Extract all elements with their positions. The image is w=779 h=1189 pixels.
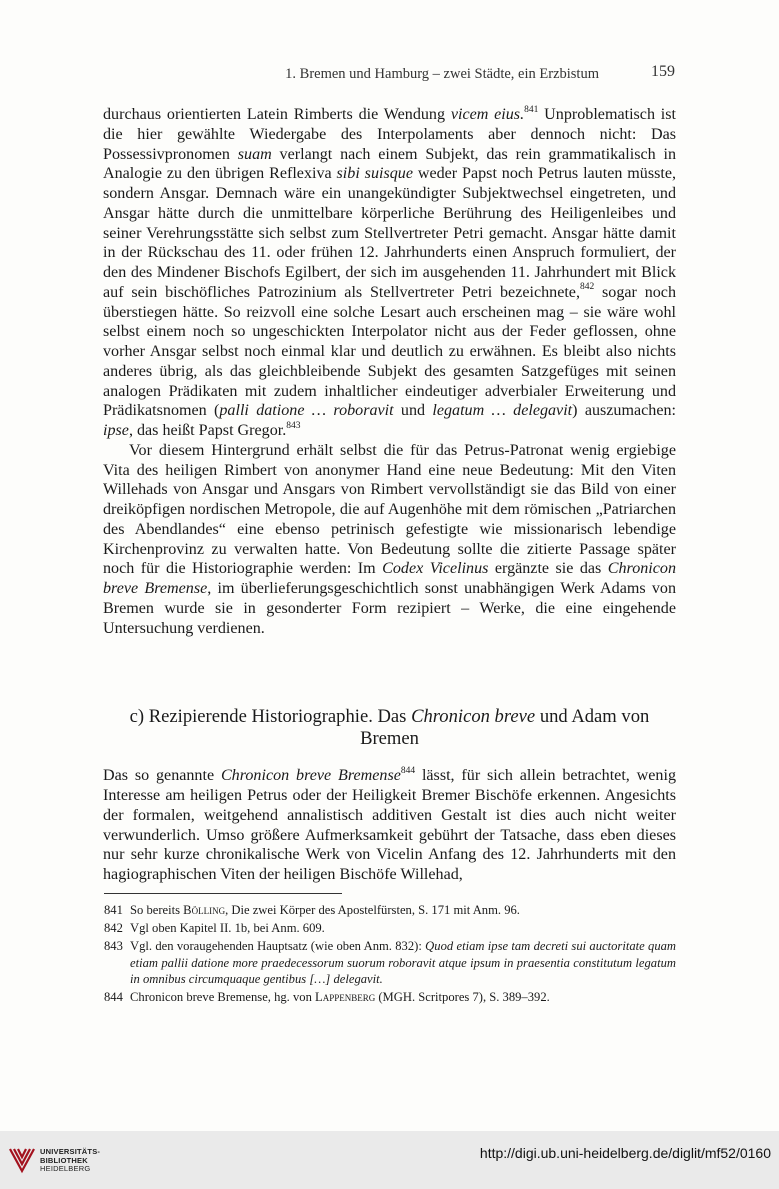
footnote-text: So bereits (130, 903, 184, 917)
text-run: , das heißt Papst Gregor. (128, 422, 287, 439)
footnote-text: , Die zwei Körper des Apostelfürsten, S. 171 mit Anm. 96. (225, 903, 520, 917)
footnote-ref[interactable]: 842 (579, 282, 595, 293)
text-run: , im überlieferungsgeschichtlich sonst unabhängigen Werk Adams von Bremen wurde sie in gesonderter Form rezipiert – Werke, die eine eingehende Untersuchung verdienen. (103, 580, 677, 637)
paragraph-2 (103, 441, 676, 639)
footnote-text: (MGH. Scritpores 7), S. 389–392. (375, 990, 550, 1005)
text-run: Vor diesem Hintergrund erhält selbst die für das Petrus-Patronat wenig ergiebige Vita des heiligen Rimbert von anonymer Hand eine neue Bedeutung: Mit den Viten Willehads von Ansgar und Ansgars von Rimbert vervollständigt sie das Bild von einer dreiköpfigen nordischen Metropole, die auf Augenhöhe mit dem römischen „Patriarchen des Abendlandes“ eine ebenso petrinisch gefestigte wie missionarisch lebendige Kirchenprovinz zu verwalten hatte. Von Bedeutung sollte die zitierte Passage später noch für die Historiographie werden: Im (103, 441, 676, 578)
paragraph-1 (103, 105, 676, 441)
footnote-author: Lappenberg (315, 990, 376, 1005)
italic-run: sibi suisque (336, 165, 413, 183)
footnote-number: 843 (104, 939, 123, 954)
footnote-divider (104, 893, 342, 894)
footnote-number: 842 (104, 921, 123, 936)
library-logo[interactable] (8, 1145, 188, 1177)
footnote-text: Vgl. den voraugehenden Hauptsatz (wie oben Anm. 832): (130, 939, 426, 954)
footnote-843 (104, 938, 676, 987)
text-run: lässt, für sich allein betrachtet, wenig Interesse am heiligen Petrus oder der Heiligkeit Bremer Bischöfe erkennen. Angesichts der formalen, weitgehend annalistisch additiven Gestalt ist dies auch nicht weiter verwunderlich. Umso größere Aufmerksamkeit gebührt der Tatsache, dass eben dieses nur sehr kurze chronikalische Werk von Vicelin Anfang des 12. Jahrhunderts mit den hagiographischen Viten der heiligen Bischöfe Willehad, (103, 767, 676, 884)
footnote-quote: Quod etiam ipse tam decreti sui auctoritate quam etiam pallii datione more praedecessorum suorum roboravit atque ipsum in praesentia constitutum legatum in omnibus circumquaque gentibus […] delegavit. (130, 939, 677, 986)
library-name (40, 1148, 100, 1174)
italic-run: suam (237, 145, 272, 163)
permalink-url[interactable]: http://digi.ub.uni-heidelberg.de/diglit/mf52/0160 (479, 1145, 771, 1161)
italic-run: legatum … delegavit (432, 402, 573, 420)
page-number: 159 (651, 63, 675, 80)
italic-run: ipse (103, 422, 129, 439)
text-run: ) auszumachen: (572, 402, 676, 420)
footnote-ref[interactable]: 844 (400, 765, 416, 776)
footnote-number: 841 (104, 903, 123, 917)
footnote-ref[interactable]: 841 (524, 104, 539, 115)
heading-text: c) Rezipierende Historiographie. Das (129, 706, 412, 727)
footnote-author: Bölling (183, 903, 226, 917)
heading-text: und Adam von Bremen (360, 706, 650, 749)
text-run: Das so genannte (103, 767, 221, 784)
text-run: Unproblematisch ist die hier gewählte Wiedergabe des Interpolaments aber dennoch nicht: Das Possessivpronomen (103, 106, 677, 163)
library-logo-icon (8, 1145, 36, 1175)
text-run: durchaus orientierten Latein Rimberts die Wendung (103, 106, 451, 123)
text-run: und (393, 402, 433, 420)
italic-run: Codex Vicelinus (382, 560, 489, 578)
running-head-title: 1. Bremen und Hamburg – zwei Städte, ein Erzbistum (285, 66, 599, 82)
section-paragraph (103, 766, 676, 885)
italic-run: Chronicon breve Bremense (220, 767, 401, 784)
section-heading (103, 706, 676, 750)
viewer-footer (0, 1131, 779, 1189)
footnote-number: 844 (104, 990, 123, 1005)
text-run: ergänzte sie das (488, 560, 608, 578)
italic-run: palli datione … roboravit (219, 402, 394, 420)
library-name-line: UNIVERSITÄTS- (40, 1147, 101, 1156)
text-run: sogar noch überstiegen hätte. So reizvoll eine solche Lesart auch erscheinen mag – sie wäre wohl selbst einem noch so ungeschickten Interpolator nicht aus der Feder geflossen, ohne vorher Ansgar selbst noch einmal klar und deutlich zu erwähnen. Es bleibt also nichts anderes übrig, als das gleichbleibende Subjekt des gesamten Satzgefüges mit seinen analogen Prädikaten mit zudem inhaltlicher eindeutiger adverbialer Erweiterung und Prädikatsnomen ( (103, 283, 676, 420)
footnote-text: Vgl oben Kapitel II. 1b, bei Anm. 609. (130, 921, 325, 936)
italic-run: Chronicon breve Bremense (103, 560, 676, 597)
text-run: verlangt nach einem Subjekt, das rein grammatikalisch in Analogie zu den übrigen Reflexiva (103, 145, 676, 183)
library-name-line: BIBLIOTHEK (40, 1155, 88, 1165)
footnote-text: Chronicon breve Bremense, hg. von (130, 990, 316, 1005)
footnote-ref[interactable]: 843 (286, 420, 301, 431)
italic-run: vicem eius. (450, 106, 525, 123)
footnote-844 (104, 989, 676, 1005)
running-head (104, 63, 675, 86)
footnote-842 (104, 920, 676, 936)
footnote-841 (104, 902, 676, 918)
heading-italic: Chronicon breve (411, 706, 536, 727)
main-text (103, 105, 676, 638)
library-name-line: HEIDELBERG (40, 1164, 91, 1174)
text-run: weder Papst noch Petrus lauten müsste, sondern Ansgar. Demnach wäre ein unangekündigter Subjektwechsel eingetreten, und Ansgar hätte durch die unmittelbare körperliche Berührung des Heiligenleibes und seiner Verehrungsstätte sich selbst zum Stellvertreter Petri gemacht. Ansgar hätte damit in der Rückschau des 11. oder frühen 12. Jahrhunderts einen Anspruch formuliert, der den des Mindener Bischofs Egilbert, der sich im ausgehenden 11. Jahrhundert mit Blick auf sein bischöfliches Patrozinium als Stellvertreter Petri bezeichnete, (103, 165, 677, 301)
footnotes (104, 902, 676, 1007)
